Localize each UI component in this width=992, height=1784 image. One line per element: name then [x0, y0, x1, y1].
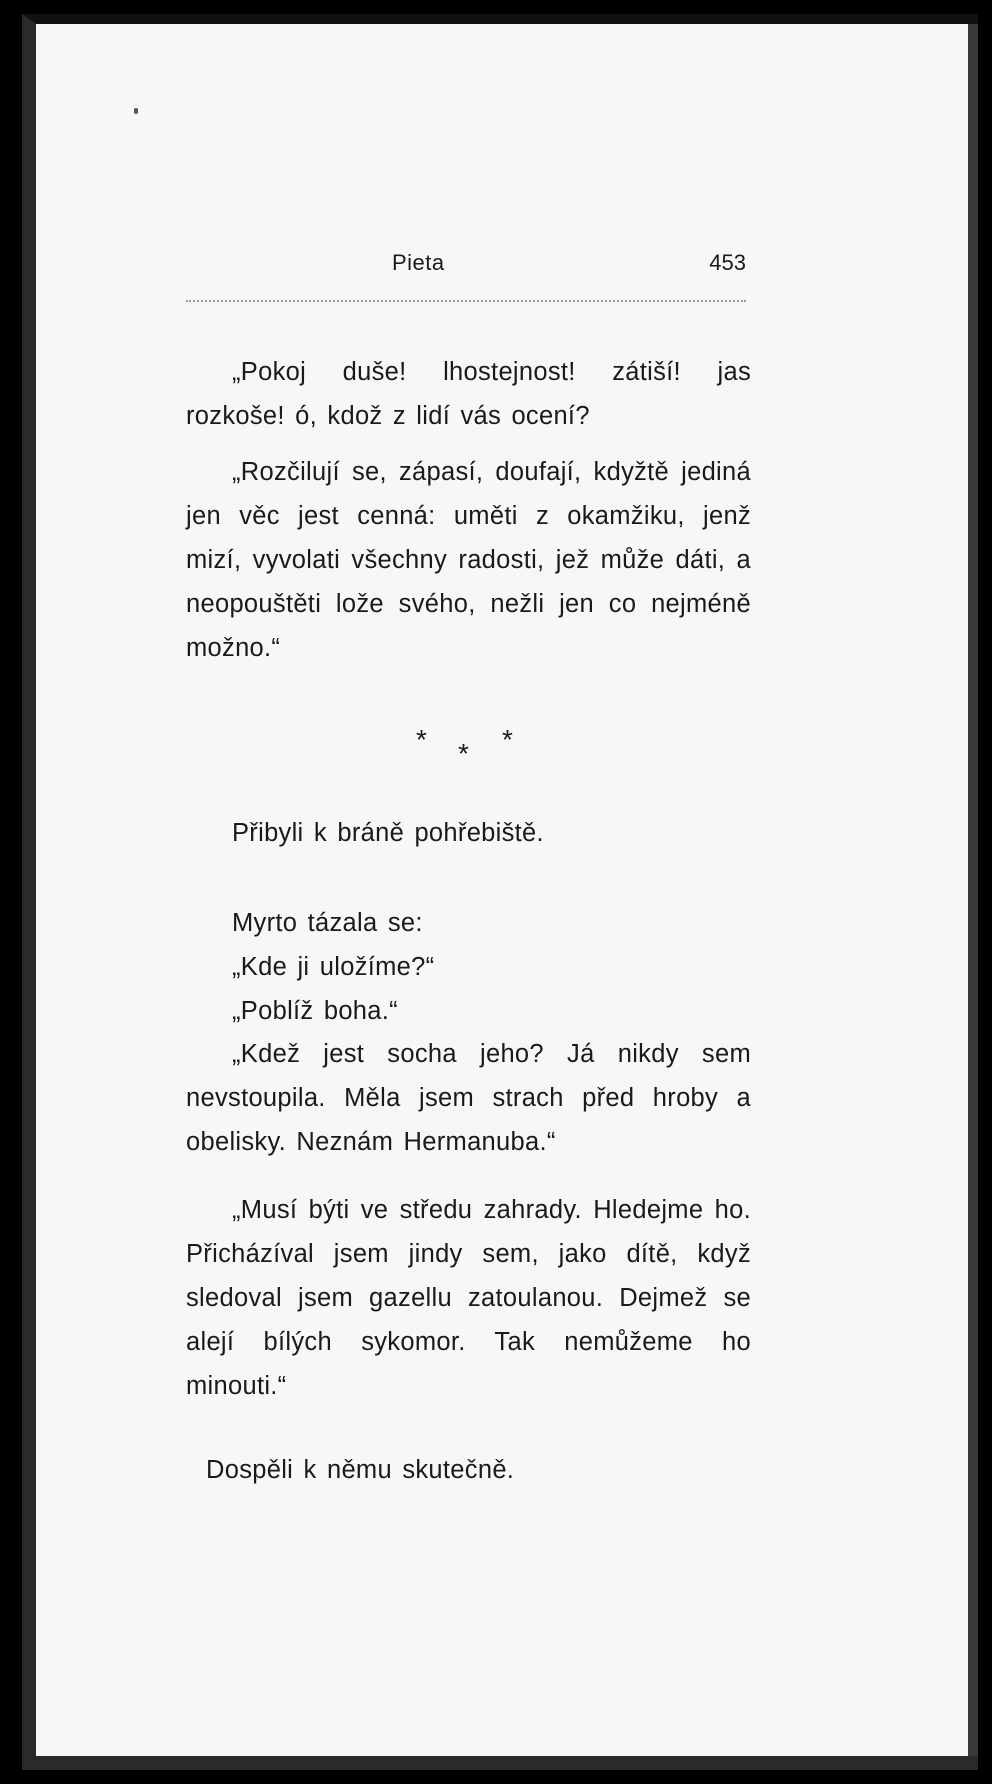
- page-header: [186, 250, 746, 290]
- asterisk: *: [502, 724, 513, 755]
- page-edge-bottom: [36, 1756, 978, 1770]
- paragraph-9: Dospěli k němu skutečně.: [206, 1456, 515, 1484]
- paragraph-6: „Poblíž boha.“: [232, 997, 398, 1025]
- page-edge-right: [968, 24, 978, 1770]
- book-page: [22, 14, 978, 1770]
- paragraph-1: [186, 350, 751, 438]
- asterisk: *: [458, 738, 469, 769]
- paragraph-5: „Kde ji uložíme?“: [232, 953, 435, 981]
- asterisk: *: [416, 724, 427, 755]
- paragraph-1-text: „Pokoj duše! lhostejnost! zátiší! jas rozkoše! ó, kdož z lidí vás ocení?: [186, 358, 751, 430]
- paragraph-2: [186, 450, 751, 670]
- paragraph-7-text: „Kdež jest socha jeho? Já nikdy sem nevstoupila. Měla jsem strach před hroby a obelisky. Neznám Hermanuba.“: [186, 1040, 751, 1156]
- paragraph-8-text: „Musí býti ve středu zahrady. Hledejme ho. Přicházíval jsem jindy sem, jako dítě, když sledoval jsem gazellu zatoulanou. Dejmež se alejí bílých sykomor. Tak nemůžeme ho minouti.“: [186, 1196, 751, 1400]
- running-title: Pieta: [392, 250, 445, 275]
- paragraph-8: [186, 1188, 751, 1408]
- paragraph-3: Přibyli k bráně pohřebiště.: [232, 819, 544, 847]
- header-rule: [186, 300, 746, 302]
- page-number: 453: [709, 250, 746, 275]
- paragraph-2-text: „Rozčilují se, zápasí, doufají, kdyžtě jediná jen věc jest cenná: uměti z okamžiku, jenž mizí, vyvolati všechny radosti, jež může dáti, a neopouštěti lože svého, nežli jen co nejméně možno.“: [186, 458, 751, 662]
- paragraph-4: Myrto tázala se:: [232, 909, 423, 937]
- section-break-asterisks: [416, 724, 536, 774]
- paragraph-7: [186, 1032, 751, 1164]
- paper-speck: [134, 108, 138, 114]
